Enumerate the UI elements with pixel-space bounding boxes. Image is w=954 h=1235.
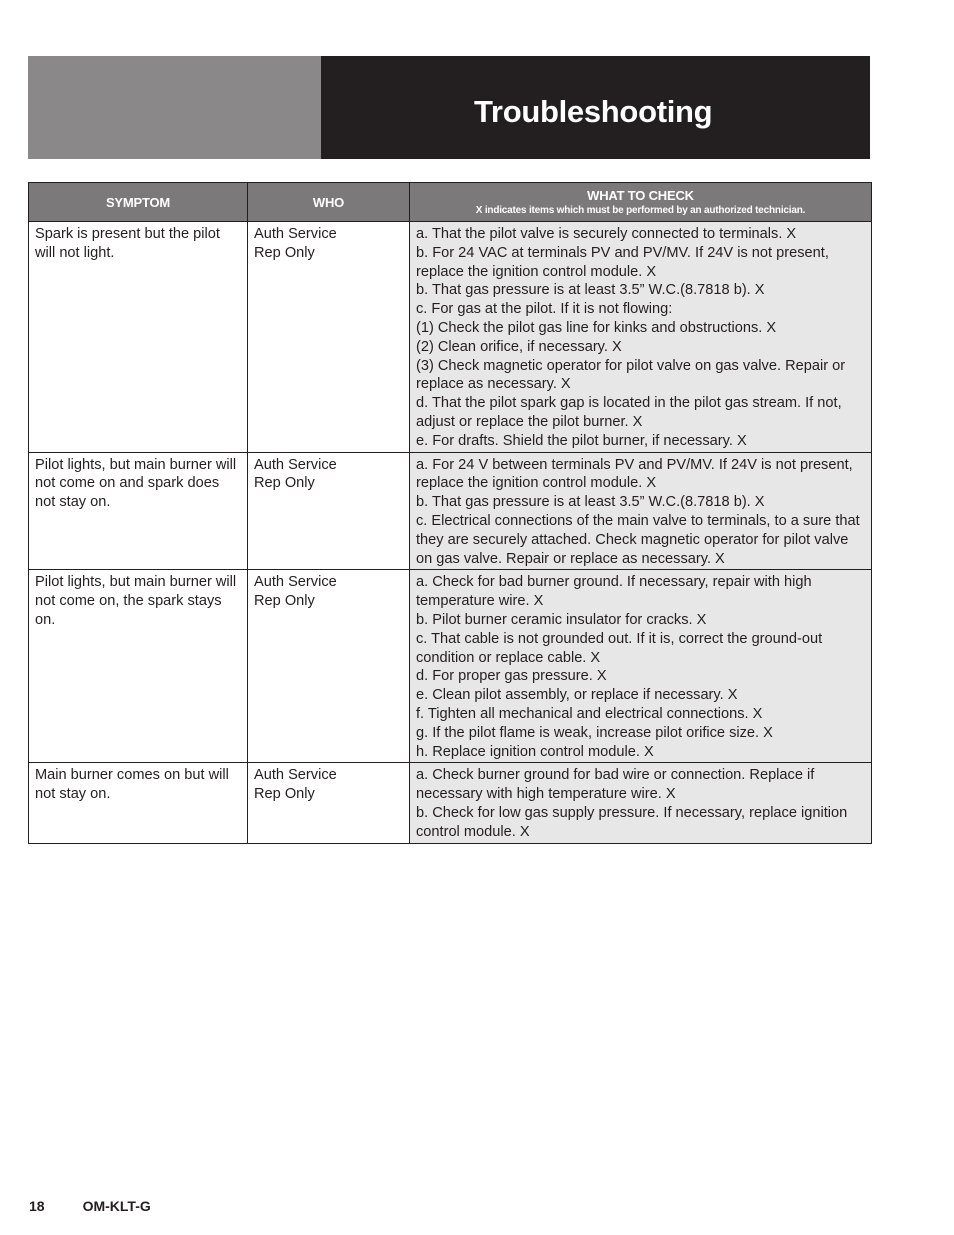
check-item: h. Replace ignition control module. X bbox=[416, 743, 654, 760]
column-header-who: WHO bbox=[248, 183, 410, 222]
check-item: d. That the pilot spark gap is located in the pilot gas stream. If not, adjust or replace the pilot burner. X bbox=[416, 395, 842, 430]
check-item: b. That gas pressure is at least 3.5” W.C.(8.7818 b). X bbox=[416, 494, 765, 511]
table-row bbox=[29, 763, 872, 843]
table-row bbox=[29, 452, 872, 570]
check-item: b. For 24 VAC at terminals PV and PV/MV. If 24V is not present, replace the ignition control module. X bbox=[416, 244, 829, 280]
check-item: a. Check for bad burner ground. If necessary, repair with high temperature wire. X bbox=[416, 574, 812, 610]
check-item: c. For gas at the pilot. If it is not flowing: bbox=[416, 301, 673, 318]
check-item: (2) Clean orifice, if necessary. X bbox=[416, 338, 622, 355]
check-item: c. Electrical connections of the main valve to terminals, to a sure that they are securely attached. Check magnetic operator for pilot valve on gas valve. Repair or replace as necessary. X bbox=[416, 512, 860, 567]
who-cell bbox=[248, 763, 410, 843]
what-to-check-cell bbox=[410, 222, 872, 453]
who-line: Rep Only bbox=[254, 786, 315, 803]
symptom-cell: Main burner comes on but will not stay on. bbox=[29, 763, 248, 843]
header-gray-block bbox=[28, 56, 321, 159]
check-item: c. That cable is not grounded out. If it is, correct the ground-out condition or replace cable. X bbox=[416, 630, 823, 666]
who-line: Rep Only bbox=[254, 593, 315, 610]
check-item: a. For 24 V between terminals PV and PV/MV. If 24V is not present, replace the ignition control module. X bbox=[416, 456, 853, 492]
who-line: Auth Service bbox=[254, 574, 337, 591]
who-line: Auth Service bbox=[254, 456, 337, 473]
page-footer bbox=[29, 1198, 151, 1214]
page-title: Troubleshooting bbox=[474, 94, 713, 129]
check-item: b. That gas pressure is at least 3.5” W.C.(8.7818 b). X bbox=[416, 282, 765, 299]
check-item: b. Pilot burner ceramic insulator for cracks. X bbox=[416, 611, 707, 628]
check-item: e. Clean pilot assembly, or replace if necessary. X bbox=[416, 687, 738, 704]
table-header-row bbox=[29, 183, 872, 222]
check-item: a. That the pilot valve is securely connected to terminals. X bbox=[416, 226, 797, 242]
column-header-what-to-check bbox=[410, 183, 872, 222]
what-to-check-cell bbox=[410, 452, 872, 570]
symptom-cell: Pilot lights, but main burner will not come on, the spark stays on. bbox=[29, 570, 248, 763]
symptom-cell: Pilot lights, but main burner will not come on and spark does not stay on. bbox=[29, 452, 248, 570]
who-line: Rep Only bbox=[254, 244, 315, 261]
column-header-symptom: SYMPTOM bbox=[29, 183, 248, 222]
header-dark-block bbox=[321, 56, 870, 159]
who-cell bbox=[248, 222, 410, 453]
what-to-check-cell bbox=[410, 763, 872, 843]
check-item: a. Check burner ground for bad wire or connection. Replace if necessary with high temperature wire. X bbox=[416, 767, 815, 803]
what-to-check-cell bbox=[410, 570, 872, 763]
check-item: g. If the pilot flame is weak, increase pilot orifice size. X bbox=[416, 724, 773, 741]
page-header-banner bbox=[28, 56, 870, 159]
who-cell bbox=[248, 570, 410, 763]
who-line: Auth Service bbox=[254, 767, 337, 784]
check-item: e. For drafts. Shield the pilot burner, if necessary. X bbox=[416, 432, 747, 449]
check-item: (1) Check the pilot gas line for kinks and obstructions. X bbox=[416, 319, 777, 336]
table-row bbox=[29, 222, 872, 453]
check-item: b. Check for low gas supply pressure. If necessary, replace ignition control module. X bbox=[416, 804, 848, 840]
who-cell bbox=[248, 452, 410, 570]
who-line: Rep Only bbox=[254, 475, 315, 492]
what-to-check-label: WHAT TO CHECK bbox=[587, 188, 694, 203]
symptom-cell: Spark is present but the pilot will not light. bbox=[29, 222, 248, 453]
who-line: Auth Service bbox=[254, 226, 337, 242]
table-body bbox=[29, 222, 872, 844]
what-to-check-note: X indicates items which must be performed by an authorized technician. bbox=[475, 205, 806, 216]
check-item: f. Tighten all mechanical and electrical connections. X bbox=[416, 705, 763, 722]
document-code: OM-KLT-G bbox=[82, 1198, 151, 1214]
table-row bbox=[29, 570, 872, 763]
troubleshooting-table bbox=[28, 182, 872, 844]
check-item: d. For proper gas pressure. X bbox=[416, 668, 607, 685]
page-number: 18 bbox=[29, 1198, 45, 1214]
check-item: (3) Check magnetic operator for pilot valve on gas valve. Repair or replace as necessary. X bbox=[416, 357, 846, 393]
